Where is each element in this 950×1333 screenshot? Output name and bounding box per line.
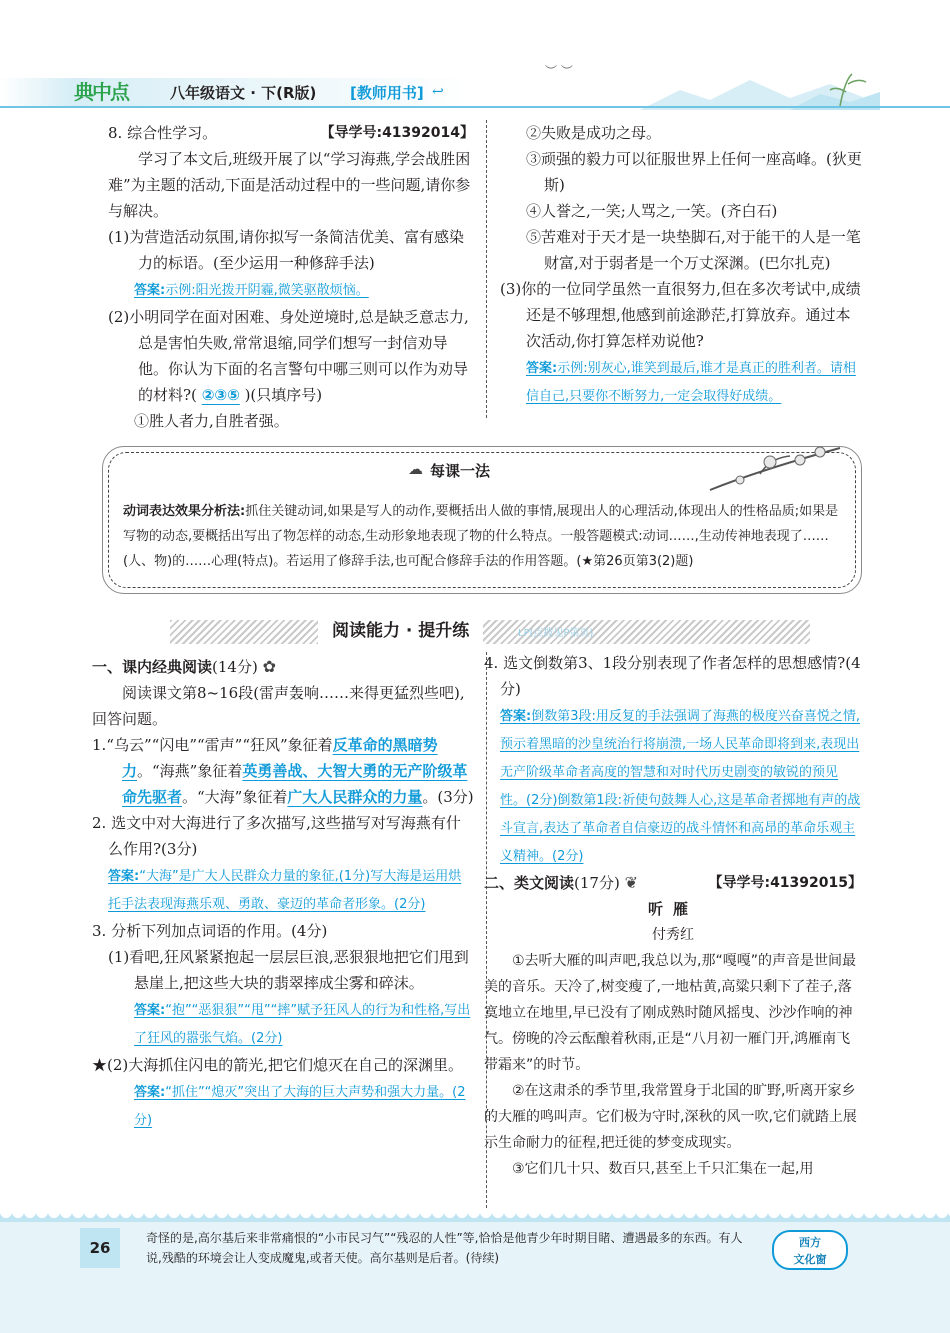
q8-guide-tag: 【导学号:41392014】 <box>320 125 474 141</box>
q1-fill-2: 英勇善战、大智大勇的无产阶级革命先驱者 <box>122 762 468 806</box>
q1-part-c: 。“大海”象征着 <box>182 788 288 806</box>
q1-fill-3: 广大人民群众的力量 <box>287 788 423 806</box>
q8-right-column <box>500 120 862 410</box>
mountain-landscape-icon <box>640 70 880 110</box>
section1-intro: 阅读课文第8~16段(雷声轰响……来得更猛烈些吧),回答问题。 <box>92 684 465 728</box>
header-rule <box>0 106 950 108</box>
essay-author: 付秀红 <box>652 927 694 943</box>
q3-sub1: (1)看吧,狂风紧紧抱起一层层巨浪,恶狠狠地把它们甩到悬崖上,把这些大块的翡翠摔成尘雾和碎沫。 <box>108 948 469 992</box>
method-text <box>123 499 841 574</box>
cloud-swirl-icon: ☁ <box>408 460 423 478</box>
essay-title: 听雁 <box>647 900 698 918</box>
section-banner-title: 阅读能力 · 提升练 <box>318 616 483 646</box>
section1-score: (14分) <box>212 658 258 676</box>
answer-label: 答案: <box>500 709 532 724</box>
book-title: 八年级语文 · 下(R版) <box>170 84 317 102</box>
q8-sub2-fill: ②③⑤ <box>201 386 240 404</box>
q8-title-line <box>108 120 474 146</box>
footer-logo-line2: 文化窗 <box>793 1253 827 1266</box>
plum-branch-icon <box>700 440 850 500</box>
q8-sub2 <box>108 304 474 408</box>
method-body: 抓住关键动词,如果是写人的动作,要概括出人做的事情,展现出人的心理活动,体现出人的性格品质;如果是写物的动态,要概括出写出了物怎样的动态,生动形象地表现了物的什么特点。一般答题模式:动词……,生动传神地表现了……(人、物)的……心理(特点)。若运用了修辞手法,也可配合修辞手法的作用答题。(★第26页第3(2)题) <box>123 504 839 569</box>
section-banner-stripes <box>170 620 810 644</box>
q1-part-d: 。(3分) <box>422 788 474 806</box>
birds-icon: ︶ ︶ <box>545 64 573 78</box>
q4: 4. 选文倒数第3、1段分别表现了作者怎样的思想感情?(4分) <box>484 654 861 698</box>
teacher-edition-tag: [教师用书] <box>350 84 424 102</box>
column-divider <box>486 120 487 418</box>
q8-sub1-answer-text: 示例:阳光拨开阴霾,微笑驱散烦恼。 <box>165 283 369 298</box>
q8-left-column <box>108 120 474 434</box>
q8-intro: 学习了本文后,班级开展了以“学习海燕,学会战胜困难”为主题的活动,下面是活动过程中的一些问题,请你参与解决。 <box>108 150 471 220</box>
q2-answer <box>92 862 474 918</box>
q2-answer-text: “大海”是广大人民群众力量的象征,(1分)写大海是运用烘托手法表现海燕乐观、勇敢、豪迈的革命者形象。(2分) <box>108 869 462 912</box>
footer-note: 奇怪的是,高尔基后来非常痛恨的“小市民习气”“残忍的人性”等,恰恰是他青少年时期目睹、遭遇最多的东西。有人说,残酷的环境会让人变成魔鬼,或者天使。高尔基则是后者。(待续) <box>146 1231 743 1265</box>
q8-sub2-text: (2)小明同学在面对困难、身处逆境时,总是缺乏意志力,总是害怕失败,常常退缩,同学们想写一封信劝导他。你认为下面的名言警句中哪三则可以作为劝导的材料?( <box>108 308 469 404</box>
page-header <box>0 60 950 110</box>
q8-sub1: (1)为营造活动氛围,请你拟写一条简洁优美、富有感染力的标语。(至少运用一种修辞手法) <box>108 228 465 272</box>
section1-head: 一、课内经典阅读 <box>92 658 213 676</box>
section2-head: 二、类文阅读 <box>484 874 575 892</box>
brand-logo: 典中点 <box>74 80 128 104</box>
leaf-icon: ❦ <box>624 873 638 892</box>
section2-column <box>484 650 862 1182</box>
q4-answer <box>484 702 862 870</box>
quote-5: ⑤苦难对于天才是一块垫脚石,对于能干的人是一笔财富,对于弱者是一个万丈深渊。(巴尔扎克) <box>526 228 861 272</box>
q3: 3. 分析下列加点词语的作用。(4分) <box>92 922 328 940</box>
q8-sub3-answer <box>500 354 862 410</box>
answer-label: 答案: <box>134 1003 166 1018</box>
q3-sub2-answer-text: “抓住”“熄灭”突出了大海的巨大声势和强大力量。(2分) <box>134 1085 466 1128</box>
footer-logo-line1: 西方 <box>799 1236 821 1249</box>
q1 <box>92 732 474 810</box>
answer-label: 答案: <box>134 283 166 298</box>
q3-sub2: ★(2)大海抓住闪电的箭光,把它们熄灭在自己的深渊里。 <box>92 1056 464 1074</box>
q1-part-b: 。“海燕”象征着 <box>137 762 243 780</box>
return-arrow-icon: ↩ <box>432 84 444 100</box>
q2: 2. 选文中对大海进行了多次描写,这些描写对写海燕有什么作用?(3分) <box>92 814 461 858</box>
q3-sub1-answer <box>92 996 474 1052</box>
q3-sub1-answer-text: “抱”“恶狠狠”“甩”“摔”赋予狂风人的行为和性格,写出了狂风的嚣张气焰。(2分) <box>134 1003 471 1046</box>
q1-part-a: 1.“乌云”“闪电”“雷声”“狂风”象征着 <box>92 736 333 754</box>
q8-sub2-after: )(只填序号) <box>244 386 323 404</box>
answer-label: 答案: <box>134 1085 166 1100</box>
method-title: 每课一法 <box>430 462 491 480</box>
culture-window-logo <box>772 1230 848 1270</box>
section2-guide-tag: 【导学号:41392015】 <box>708 875 862 891</box>
quote-4: ④人誉之,一笑;人骂之,一笑。(齐白石) <box>526 202 778 220</box>
quote-2: ②失败是成功之母。 <box>526 124 662 142</box>
quote-3: ③顽强的毅力可以征服世界上任何一座高峰。(狄更斯) <box>526 150 862 194</box>
q1-fill-1: 反革命的黑暗势力 <box>122 736 438 780</box>
section-banner-subtitle: LP(点拨见P第页) <box>518 628 594 639</box>
answer-label: 答案: <box>526 361 558 376</box>
q8-sub3: (3)你的一位同学虽然一直很努力,但在多次考试中,成绩还是不够理想,他感到前途渺茫,打算放弃。通过本次活动,你打算怎样劝说他? <box>500 280 861 350</box>
quote-1: ①胜人者力,自胜者强。 <box>134 412 289 430</box>
flower-icon: ✿ <box>262 657 276 676</box>
q8-sub1-answer <box>108 276 474 304</box>
essay-paragraph-2: ②在这肃杀的季节里,我常置身于北国的旷野,听离开家乡的大雁的鸣叫声。它们极为守时,深秋的风一吹,它们就踏上展示生命耐力的征程,把迁徙的梦变成现实。 <box>484 1083 857 1151</box>
essay-paragraph-3: ③它们几十只、数百只,甚至上千只汇集在一起,用 <box>512 1161 814 1177</box>
section2-score: (17分) <box>574 874 620 892</box>
q8-title: 8. 综合性学习。 <box>108 124 218 142</box>
section1-heading <box>92 654 474 680</box>
q8-sub3-answer-text: 示例:别灰心,谁笑到最后,谁才是真正的胜利者。请相信自己,只要你不断努力,一定会取得好成绩。 <box>526 361 856 404</box>
section2-heading <box>484 870 862 896</box>
section1-column <box>92 654 474 1134</box>
q3-sub2-answer <box>92 1078 474 1134</box>
essay-paragraph-1: ①去听大雁的叫声吧,我总以为,那“嘎嘎”的声音是世间最美的音乐。天冷了,树变瘦了,一地枯黄,高粱只剩下了茬子,落寞地立在地里,早已没有了刚成熟时随风摇曳、沙沙作响的神气。傍晚的冷云酝酿着秋雨,正是“八月初一雁门开,鸿雁南飞带霜来”的时节。 <box>484 953 856 1073</box>
method-label: 动词表达效果分析法: <box>123 504 246 519</box>
q4-answer-text: 倒数第3段:用反复的手法强调了海燕的极度兴奋喜悦之情,预示着黑暗的沙皇统治行将崩溃,一场人民革命即将到来,表现出无产阶级革命者高度的智慧和对时代历史剧变的敏锐的预见性。(2分)倒数第1段:祈使句鼓舞人心,这是革命者掷地有声的战斗宣言,表达了革命者自信豪迈的战斗情怀和高昂的革命乐观主义精神。(2分) <box>500 709 861 864</box>
answer-label: 答案: <box>108 869 140 884</box>
page-number: 26 <box>80 1228 120 1268</box>
